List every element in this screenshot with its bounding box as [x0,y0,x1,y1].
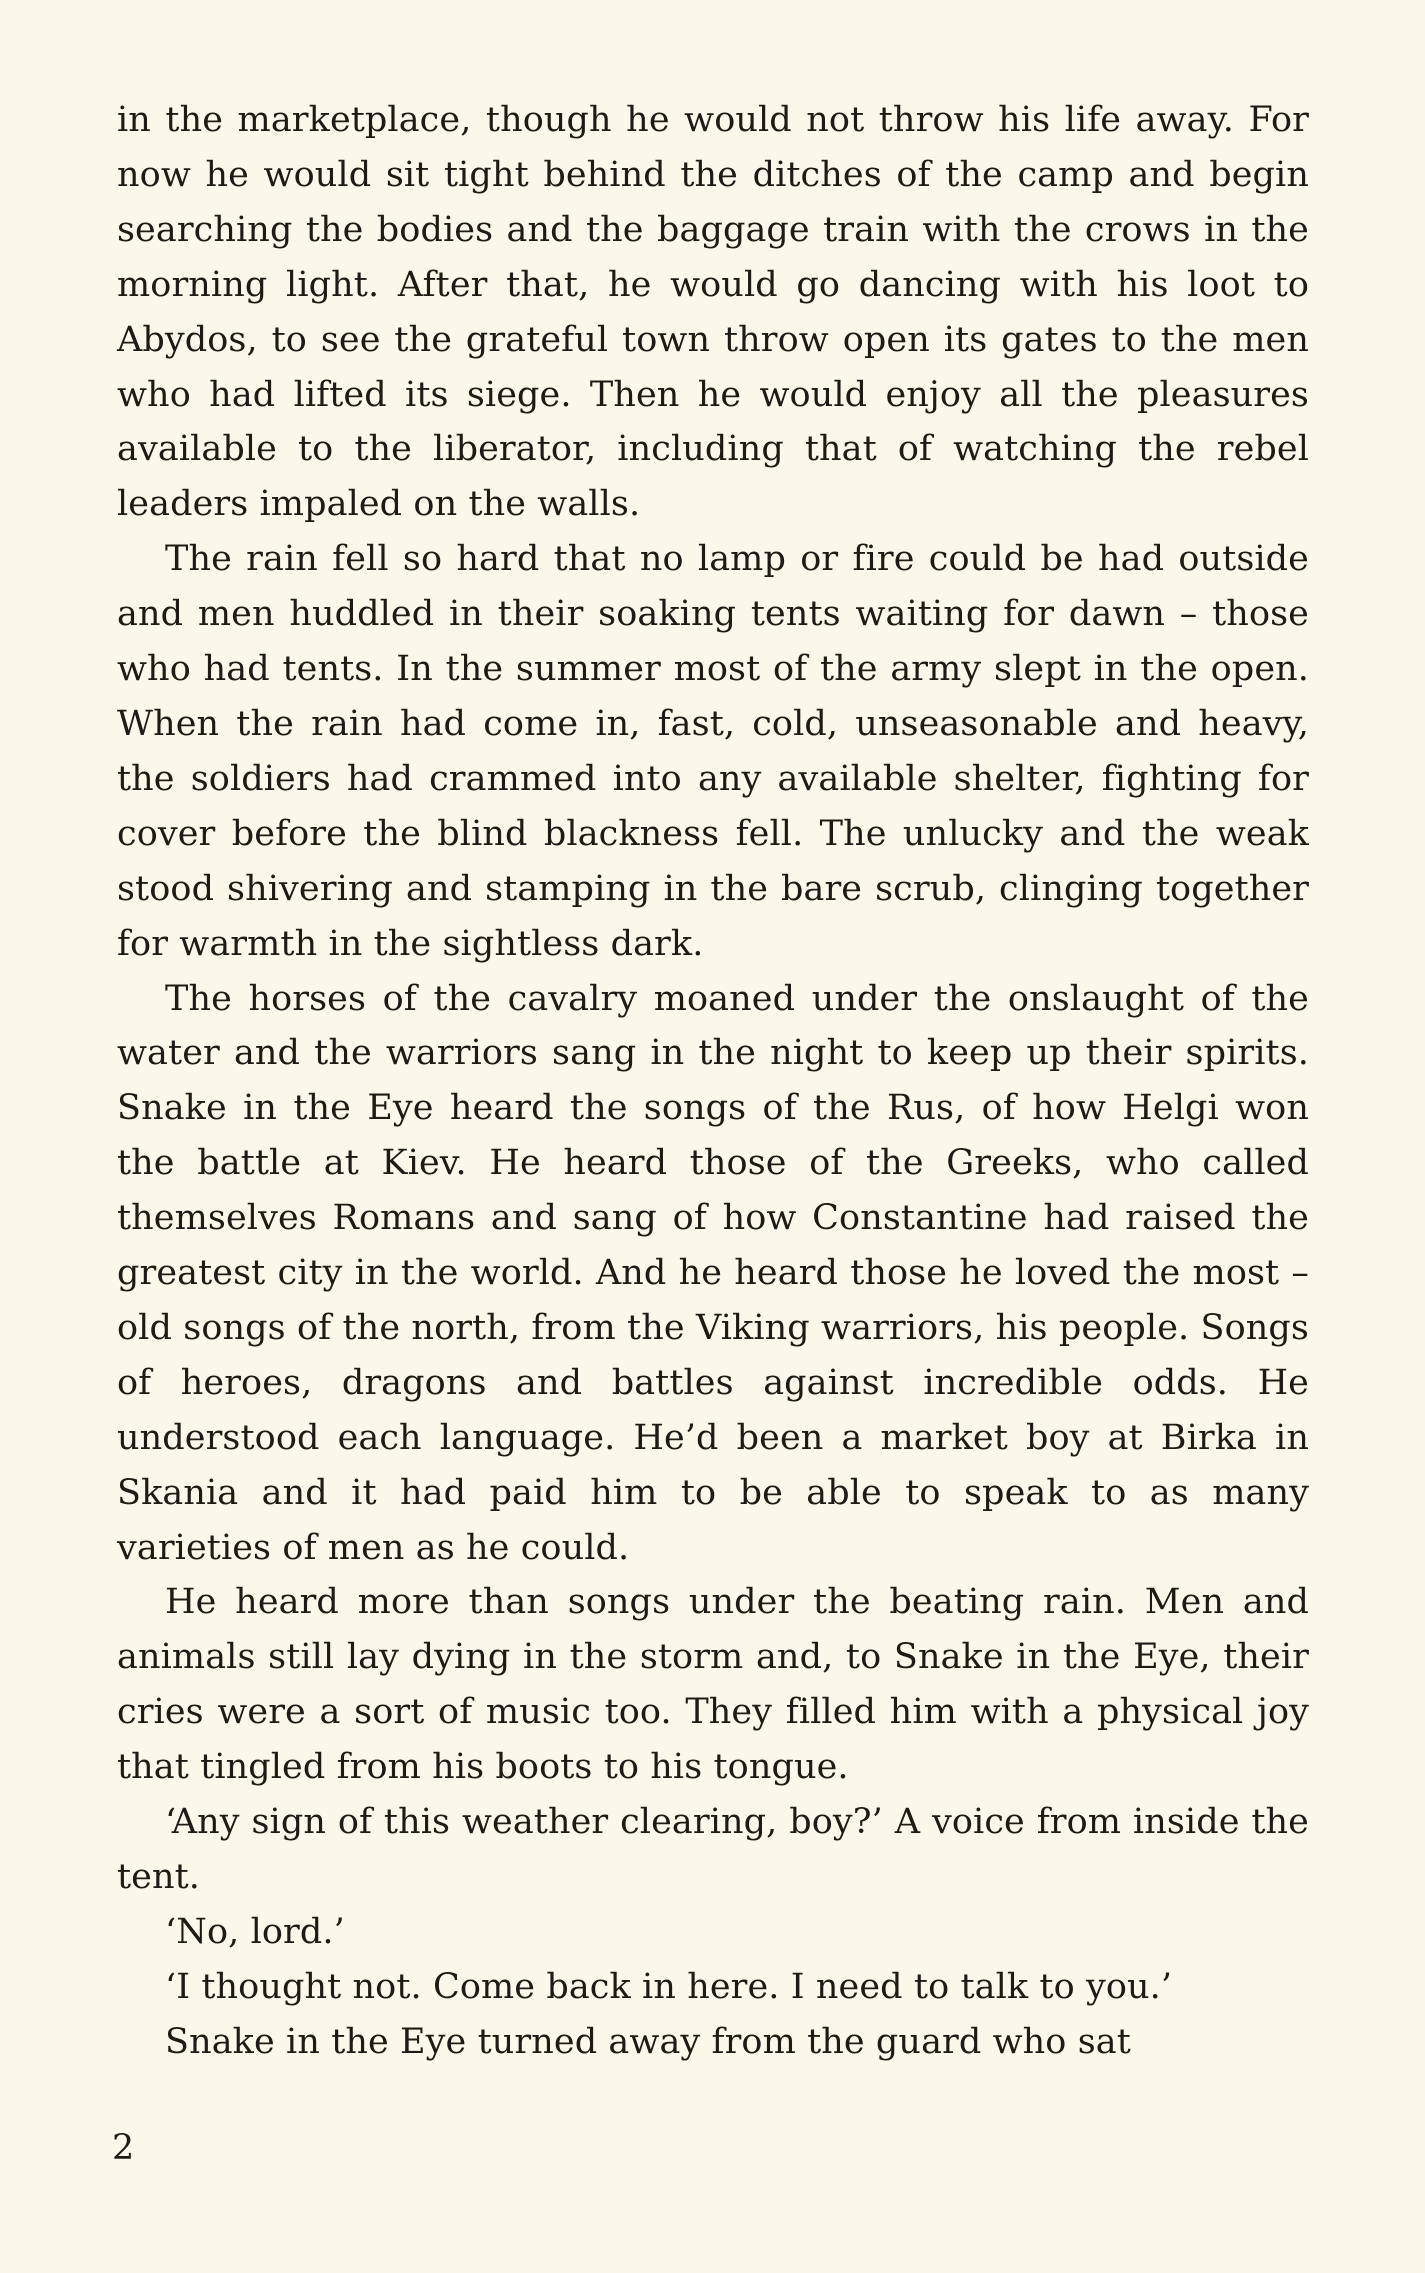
page-number: 2 [112,2128,135,2168]
body-text [117,93,1309,2070]
paragraph: ‘I thought not. Come back in here. I need to talk to you.’ [165,1966,1173,2007]
paragraph: ‘Any sign of this weather clearing, boy?’ A voice from inside the tent. [117,1802,1309,1897]
paragraph: The horses of the cavalry moaned under the onslaught of the water and the warriors sang in the night to keep up their spirits. Snake in the Eye heard the songs of the Rus, of how Helgi won the battle at Kiev. He heard those of the Greeks, who called themselves Romans and sang of how Constantine had raised the greatest city in the world. And he heard those he loved the most – old songs of the north, from the Viking warriors, his people. Songs of heroes, dragons and battles against incredible odds. He understood each language. He’d been a market boy at Birka in Skania and it had paid him to be able to speak to as many varieties of men as he could. [117,978,1309,1568]
paragraph: The rain fell so hard that no lamp or fire could be had outside and men huddled in their soaking tents waiting for dawn – those who had tents. In the summer most of the army slept in the open. When the rain had come in, fast, cold, unseasonable and heavy, the soldiers had crammed into any available shelter, fighting for cover before the blind blackness fell. The unlucky and the weak stood shivering and stamping in the bare scrub, clinging together for warmth in the sightless dark. [117,539,1309,964]
paragraph: Snake in the Eye turned away from the guard who sat [165,2021,1131,2062]
paragraph: ‘No, lord.’ [165,1911,345,1952]
paragraph: He heard more than songs under the beating rain. Men and animals still lay dying in the storm and, to Snake in the Eye, their cries were a sort of music too. They filled him with a physical joy that tingled from his boots to his tongue. [117,1582,1309,1788]
paragraph: in the marketplace, though he would not throw his life away. For now he would sit tight behind the ditches of the camp and begin searching the bodies and the baggage train with the crows in the morning light. After that, he would go dancing with his loot to Abydos, to see the grateful town throw open its gates to the men who had lifted its siege. Then he would enjoy all the pleasures available to the liberator, including that of watching the rebel leaders impaled on the walls. [117,100,1309,525]
